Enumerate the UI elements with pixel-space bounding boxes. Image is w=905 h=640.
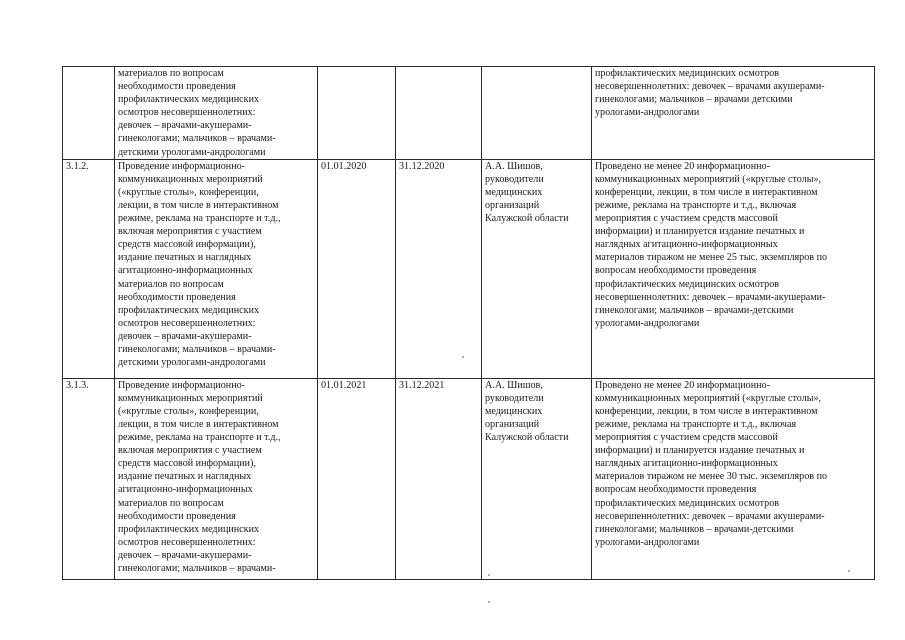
cell-end-date: 31.12.2021	[396, 378, 482, 579]
table-row-continued	[63, 67, 875, 160]
cell-responsible	[482, 67, 592, 160]
cell-result: Проведено не менее 20 информационно- коммуникационных мероприятий («круглые столы», конференции, лекции, в том числе в интерактивном режиме, реклама на транспорте и т.д., включая мероприятия с участием средств массовой информации) и планируется издание печатных и наглядных агитационно-информационных материалов тиражом не менее 30 тыс. экземпляров по вопросам необходимости проведения профилактических медицинских осмотров несовершеннолетних: девочек – врачами акушерами- гинекологами; мальчиков – врачами-детскими урологами-андрологами	[592, 378, 875, 579]
cell-number: 3.1.3.	[63, 378, 115, 579]
cell-result: Проведено не менее 20 информационно- коммуникационных мероприятий («круглые столы», конференции, лекции, в том числе в интерактивном режиме, реклама на транспорте и т.д., включая мероприятия с участием средств массовой информации) и планируется издание печатных и наглядных агитационно-информационных материалов тиражом не менее 25 тыс. экземпляров по вопросам необходимости проведения профилактических медицинских осмотров несовершеннолетних: девочек – врачами-акушерами- гинекологами; мальчиков – врачами-детскими урологами-андрологами	[592, 159, 875, 378]
cell-end-date: 31.12.2020	[396, 159, 482, 378]
cell-number	[63, 67, 115, 160]
cell-end-date	[396, 67, 482, 160]
scan-speck	[488, 574, 490, 576]
cell-activity: Проведение информационно- коммуникационных мероприятий («круглые столы», конференции, лекции, в том числе в интерактивном режиме, реклама на транспорте и т.д., включая мероприятия с участием средств массовой информации), издание печатных и наглядных агитационно-информационных материалов по вопросам необходимости проведения профилактических медицинских осмотров несовершеннолетних: девочек – врачами-акушерами- гинекологами; мальчиков – врачами- детскими урологами-андрологами	[115, 159, 318, 378]
scan-speck	[488, 601, 490, 603]
cell-result: профилактических медицинских осмотров несовершеннолетних: девочек – врачами акушерами- гинекологами; мальчиков – врачами детскими урологами-андрологами	[592, 67, 875, 160]
cell-activity: материалов по вопросам необходимости проведения профилактических медицинских осмотров несовершеннолетних: девочек – врачами-акушерами- гинекологами; мальчиков – врачами- детскими урологами-андрологами	[115, 67, 318, 160]
cell-number: 3.1.2.	[63, 159, 115, 378]
cell-activity: Проведение информационно- коммуникационных мероприятий («круглые столы», конференции, лекции, в том числе в интерактивном режиме, реклама на транспорте и т.д., включая мероприятия с участием средств массовой информации), издание печатных и наглядных агитационно-информационных материалов по вопросам необходимости проведения профилактических медицинских осмотров несовершеннолетних: девочек – врачами-акушерами- гинекологами; мальчиков – врачами-	[115, 378, 318, 579]
table-row-3-1-2	[63, 159, 875, 378]
cell-start-date: 01.01.2020	[318, 159, 396, 378]
activity-plan-table	[62, 66, 875, 580]
table-row-3-1-3	[63, 378, 875, 579]
scan-speck	[462, 356, 464, 358]
scan-speck	[848, 570, 850, 572]
cell-responsible: А.А. Шишов, руководители медицинских организаций Калужской области	[482, 378, 592, 579]
cell-start-date	[318, 67, 396, 160]
cell-start-date: 01.01.2021	[318, 378, 396, 579]
cell-responsible: А.А. Шишов, руководители медицинских организаций Калужской области	[482, 159, 592, 378]
